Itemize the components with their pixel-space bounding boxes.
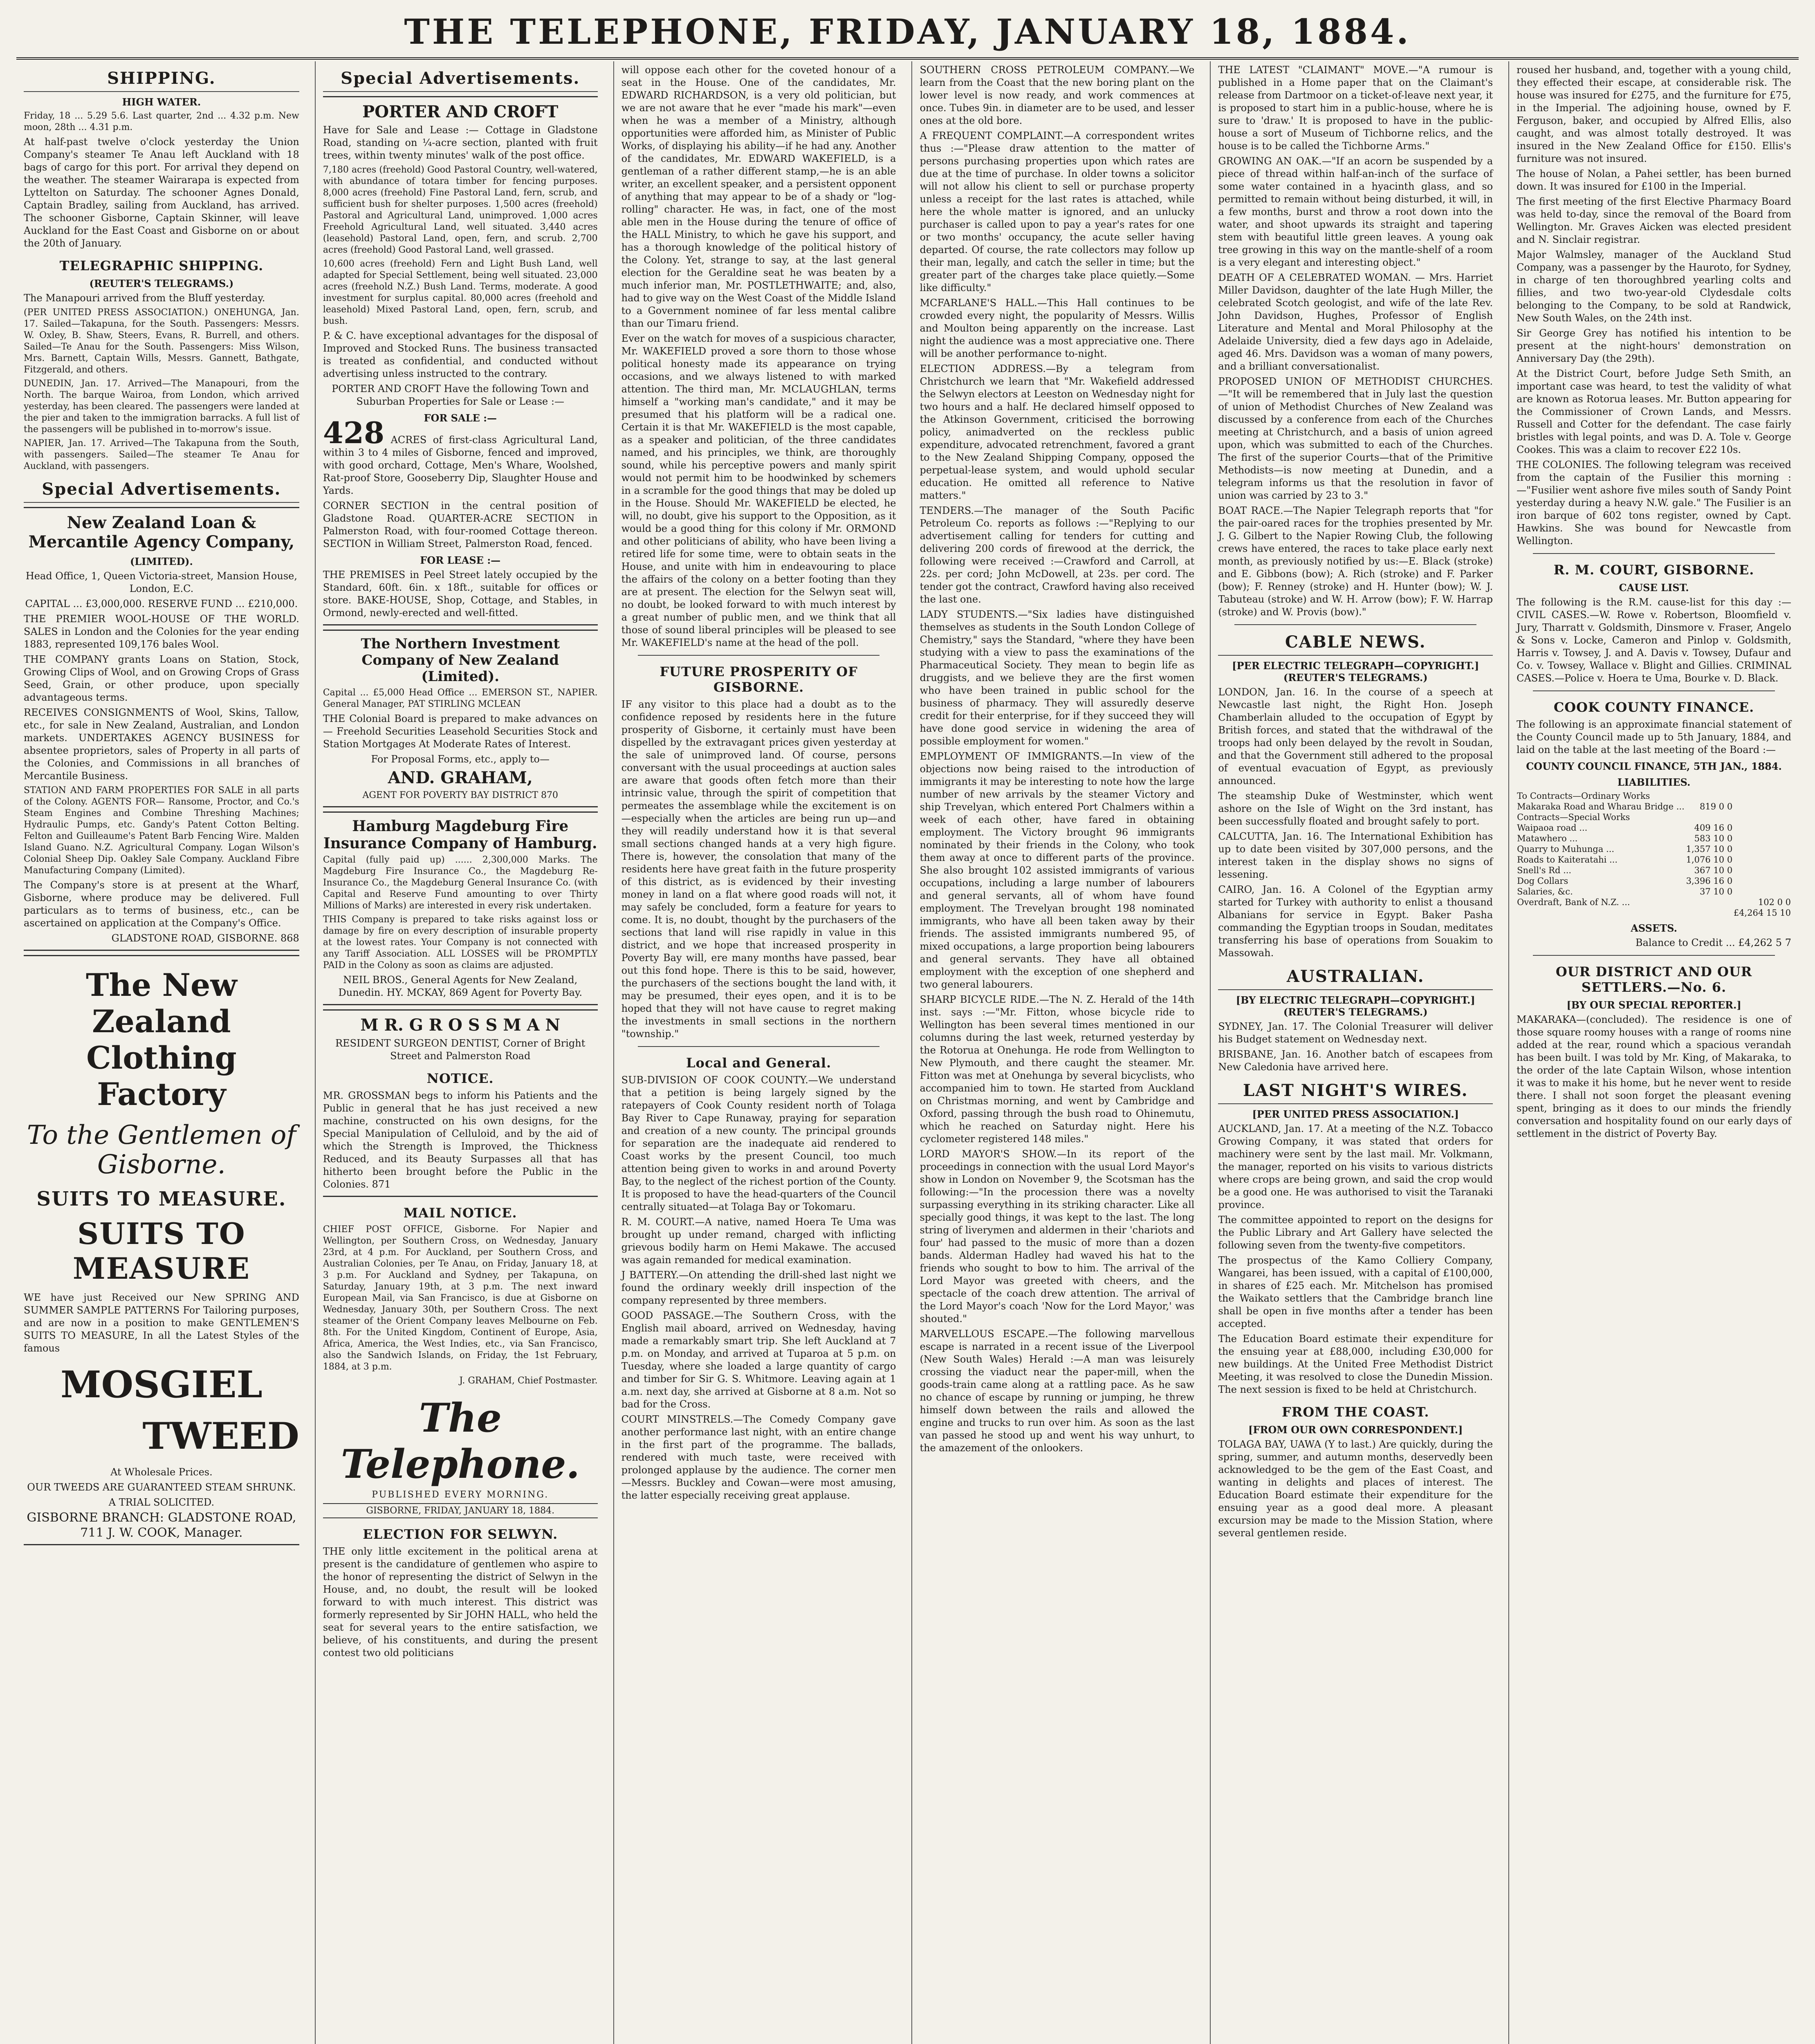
telephone-dateline: GISBORNE, FRIDAY, JANUARY 18, 1884.: [323, 1503, 598, 1518]
district-settlers-text: MAKARAKA—(concluded). The residence is one of those square roomy houses with a range of rooms nine added at the rear, round which a spacious verandah has been built. I was told by Mr. King, of Makaraka, to the order of the late Captain Wilson, whose intention it was to make it his home, but he never went to reside there. I shall not soon forget the pleasant evening spent, bringing as it does to our minds the friendly conversation and hospitality found on our early days of settlement in the district of Poverty Bay.: [1517, 1014, 1791, 1139]
future-prosperity-heading: FUTURE PROSPERITY OF GISBORNE.: [660, 664, 858, 695]
from-the-coast-sub: [FROM OUR OWN CORRESPONDENT.]: [1248, 1424, 1463, 1436]
mail-notice-text: CHIEF POST OFFICE, Gisborne. For Napier and Wellington, per Southern Cross, on Wednesday, January 23rd, at 4 p.m. For Auckland, per Southern Cross, and Australian Colonies, per Te Anau, on Friday, January 18, at 3 p.m. For Auckland and Sydney, per Takapuna, on Saturday, January 19th, at 3 p.m. The next inward European Mail, via San Francisco, is due at Gisborne on Wednesday, January 30th, per Southern Cross. The next steamer of the Orient Company leaves Melbourne on Feb. 8th. For the United Kingdom, Continent of Europe, Asia, Africa, America, the West Indies, etc., via San Francisco, also the Sandwich Islands, on Friday, the 1st February, 1884, at 3 p.m.: [323, 1224, 598, 1372]
local-item: LORD MAYOR'S SHOW.—In its report of the proceedings in connection with the usual Lord Mayor's show in London on November 9, the Scotsman has the following:—"In the procession there was a novelty surpassing everything in its striking character. Like all specially good things, it was kept to the last. The long string of liverymen and aldermen in their 'chariots and four' had passed to the music of more than a dozen bands. Alderman Hadley had waved his hat to the friends who sought to bow to him. The arrival of the Lord Mayor was greeted with cheers, and the spectacle of the coach drew attention. The arrival of the Lord Mayor's coach 'Now for the Lord Mayor,' was shouted.": [920, 1148, 1195, 1325]
finance-row: [1517, 844, 1791, 854]
hamburg-title: Hamburg Magdeburg Fire Insurance Company of Hamburg.: [323, 818, 597, 852]
finance-row: [1517, 908, 1791, 918]
northern-investment-title: The Northern Investment Company of New Zealand (Limited).: [361, 636, 560, 685]
tweed-heading: TWEED: [142, 1414, 299, 1458]
finance-label: Waipaoa road ...: [1517, 823, 1588, 833]
local-item: MCFARLANE'S HALL.—This Hall continues to be crowded every night, the popularity of Messrs. Willis and Moulton being apparently on the increase. Last night the audience was a most appreciative one. There will be another performance to-night.: [920, 297, 1195, 359]
cable-item: CALCUTTA, Jan. 16. The International Exhibition has up to date been visited by 307,000 persons, and the interest taken in the display shows no signs of lessening.: [1218, 831, 1493, 880]
local-item: J BATTERY.—On attending the drill-shed last night we found the ordinary weekly drill inspection of the company represented by three members.: [621, 1269, 896, 1306]
divider: [1533, 553, 1775, 554]
porter-croft-text: PORTER AND CROFT Have the following Town and Suburban Properties for Sale or Lease :—: [332, 383, 589, 407]
column-4: [911, 61, 1202, 2044]
local-item: GOOD PASSAGE.—The Southern Cross, with the English mail aboard, arrived on Wednesday, having made a remarkably smart trip. She left Auckland at 7 p.m. on Monday, and arrived at Tuparoa at 5 p.m. on Tuesday, where she loaded a large quantity of cargo and timber for Sir G. S. Whitmore. Leaving again at 1 a.m. next day, she arrived at Gisborne at 8 a.m. Not so bad for the Cross.: [621, 1310, 896, 1410]
cable-news-heading: CABLE NEWS.: [1218, 632, 1493, 656]
porter-croft-text: THE PREMISES in Peel Street lately occupied by the Standard, 60ft. 6in. x 18ft., suitable for offices or store. BAKE-HOUSE, Shop, Cottage, and Stables, in Ormond, newly-erected and well-fitted.: [323, 569, 598, 619]
notice-text: MR. GROSSMAN begs to inform his Patients and the Public in general that he has just received a new machine, constructed on his own designs, for the Special Manipulation of Celluloid, and by the aid of which the Strength is Improved, the Thickness Reduced, and its Beauty Surpasses all that has hitherto been brought before the Public in the Colonies. 871: [323, 1090, 598, 1190]
mail-notice-sign: J. GRAHAM, Chief Postmaster.: [459, 1376, 598, 1386]
porter-croft-text: Have for Sale and Lease :— Cottage in Gladstone Road, standing on ¼-acre section, planted with fruit trees, within twenty minutes' walk of the post office.: [323, 124, 598, 161]
telegraphic-heading: TELEGRAPHIC SHIPPING.: [59, 258, 264, 273]
finance-value: 367 10 0: [1694, 865, 1733, 875]
clothing-factory-text: WE have just Received our New SPRING AND SUMMER SAMPLE PATTERNS For Tailoring purposes, and are now in a position to make GENTLEMEN'S SUITS TO MEASURE, In all the Latest Styles of the famous: [24, 1292, 299, 1354]
column-3: [613, 61, 904, 2044]
local-item: At the District Court, before Judge Seth Smith, an important case was heard, to test the validity of what are known as Rotorua leases. Mr. Button appearing for the Commissioner of Crown Lands, and Messrs. Russell and Cotter for the defendant. The case fairly bristles with legal points, and was D. A. Tole v. George Cookes. This was a claim to recover £22 10s.: [1517, 368, 1791, 455]
finance-total: [1733, 812, 1791, 823]
finance-label: Roads to Kaiteratahi ...: [1517, 855, 1618, 865]
finance-label: Overdraft, Bank of N.Z. ...: [1517, 897, 1630, 907]
clothing-factory-text: OUR TWEEDS ARE GUARANTEED STEAM SHRUNK.: [27, 1481, 296, 1493]
finance-row: [1517, 876, 1791, 886]
for-sale-heading: FOR SALE :—: [424, 412, 497, 424]
nz-loan-footer: GLADSTONE ROAD, GISBORNE. 868: [111, 932, 299, 944]
clothing-factory-text: A TRIAL SOLICITED.: [108, 1497, 215, 1508]
grossman-advert: [323, 1009, 598, 1197]
australian-item: SYDNEY, Jan. 17. The Colonial Treasurer will deliver his Budget statement on Wednesday next.: [1218, 1021, 1493, 1045]
finance-row: [1517, 791, 1791, 801]
grossman-title: M R. G R O S S M A N: [360, 1015, 561, 1035]
shipping-subheading: HIGH WATER.: [122, 96, 201, 108]
finance-value: 3,396 16 0: [1686, 876, 1733, 886]
cause-list-text: The following is the R.M. cause-list for this day :— CIVIL CASES.—W. Rowe v. Robertson, Bloomfield v. Jury, Tharratt v. Goldsmith, Dinsmore v. Fraser, Angelo & Sons v. Locke, Cameron and Pinlop v. Goldsmith, Harris v. Towsey, J. and A. Davis v. Towsey, Dufaur and Co. v. Towsey, Wallace v. Blight and Gillies. CRIMINAL CASES.—Police v. Hoera te Uma, Bourke v. D. Black.: [1517, 596, 1791, 684]
hamburg-text: THIS Company is prepared to take risks against loss or damage by fire on every description of insurable property at the lowest rates. Your Company is not connected with any Tariff Association. ALL LOSSES will be PROMPTLY PAID in the Colony as soon as claims are adjusted.: [323, 914, 598, 970]
northern-investment-text: THE Colonial Board is prepared to make advances on— Freehold Securities Leasehold Securities Stock and Station Mortgages At Moderate Rates of Interest.: [323, 713, 598, 750]
cable-item: CAIRO, Jan. 16. A Colonel of the Egyptian army started for Turkey with authority to enlist a thousand Albanians for service in Egypt. Baker Pasha commanding the Egyptian troops in Soudan, meditates transferring his base of operations from Souakim to Massowah.: [1218, 884, 1493, 959]
cook-county-finance-heading: COOK COUNTY FINANCE.: [1553, 699, 1754, 715]
finance-value: 37 10 0: [1700, 887, 1733, 896]
finance-value: [1685, 897, 1733, 908]
finance-total: [1733, 833, 1791, 844]
district-settlers-sub: [BY OUR SPECIAL REPORTER.]: [1566, 999, 1741, 1011]
acreage-number: 428: [323, 415, 385, 450]
divider: [638, 655, 880, 656]
clothing-factory-manager: 711 J. W. COOK, Manager.: [80, 1526, 243, 1540]
finance-total: [1733, 865, 1791, 876]
porter-croft-text: 7,180 acres (freehold) Good Pastoral Country, well-watered, with abundance of totara timber for fencing purposes. 8,000 acres (freehold) Fine Pastoral Land, fern, scrub, and sufficient bush for shelter purposes. 1,500 acres (freehold) Pastoral and Agricultural Land, unimproved. 1,000 acres Freehold Agricultural Land, well situated. 3,440 acres (leasehold) Pastoral Land, open, fern, and scrub. 2,700 acres (freehold) Good Pastoral Land, well grassed.: [323, 165, 598, 255]
local-item: PROPOSED UNION OF METHODIST CHURCHES.—"It will be remembered that in July last the question of union of Methodist Churches of New Zealand was discussed by a conference from each of the Churches meeting at Christchurch, and a basis of union agreed upon, which was submitted to each of the Churches. The first of the superior Courts—that of the Primitive Methodists—is now meeting at Dunedin, and a telegram informs us that the resolution in favor of union was carried by 23 to 3.": [1218, 376, 1493, 501]
finance-total: [1733, 791, 1791, 801]
porter-croft-text: P. & C. have exceptional advantages for the disposal of Improved and Stocked Runs. The business transacted is treated as confidential, and conducted without advertising unless instructed to the contrary.: [323, 330, 598, 379]
local-item: A FREQUENT COMPLAINT.—A correspondent writes thus :—"Please draw attention to the matter of persons purchasing properties upon which rates are due at the time of purchase. In older towns a solicitor will not allow his client to sell or purchase property unless a receipt for the last rates is attached, while here the whole matter is ignored, and an unlucky purchaser is called upon to pay a year's rates for one or two months' occupancy, the acute seller having departed. Of course, the rate collectors may follow up their man, legally, and catch the seller in time; but the greater part of the charges take place quietly.—Some like difficulty.": [920, 130, 1195, 294]
finance-value: [1685, 812, 1733, 823]
telegraphic-item: (PER UNITED PRESS ASSOCIATION.) ONEHUNGA, Jan. 17. Sailed—Takapuna, for the South. Passengers: Messrs. W. Oxley, B. Shaw, Steers, Evans, R. Burrell, and others. Sailed—Te Anau for the South. Passengers: Miss Wilson, Mrs. Barnett, Captain Wills, Messrs. Gannett, Bathgate, Fitzgerald, and others.: [24, 307, 299, 375]
local-item: TENDERS.—The manager of the South Pacific Petroleum Co. reports as follows :—"Replying to our advertisement calling for tenders for cutting and delivering 200 cords of firewood at the derrick, the following were received :—Crawford and Carroll, at 22s. per cord; John McDowell, at 23s. per cord. The tender got the contract, Crawford having also received the last one.: [920, 505, 1195, 605]
wire-item: AUCKLAND, Jan. 17. At a meeting of the N.Z. Tobacco Growing Company, it was stated that orders for machinery were sent by the last mail. Mr. Volkmann, the manager, reported on his visits to various districts where crops are being grown, and said the crop would be a good one. He was authorised to visit the Taranaki province.: [1218, 1123, 1493, 1210]
assets-heading: ASSETS.: [1631, 922, 1677, 934]
finance-subheading: COUNTY COUNCIL FINANCE, 5TH JAN., 1884.: [1526, 760, 1782, 772]
mosgiel-heading: MOSGIEL: [60, 1363, 262, 1406]
editorial-text: Ever on the watch for moves of a suspicious character, Mr. WAKEFIELD proved a sore thorn to those whose political honesty made its appearance on trying occasions, and we always listened to with marked attention. The third man, Mr. MCLAUGHLAN, terms himself a "working man's candidate," and it may be presumed that his platform will be a radical one. Certain it is that Mr. WAKEFIELD is the most capable, as a speaker and politician, of the three candidates named, and his principles, we think, are thoroughly sound, while his perceptive powers and manly spirit would not permit him to be hoodwinked by schemers in a scramble for the good things that may be doled up in the House. Should Mr. WAKEFIELD be elected, he will, no doubt, give his support to the Opposition, as it would be a good thing for this colony if Mr. ORMOND and other politicians of ability, who have been living a retired life for some time, were to obtain seats in the House, and unite with him in endeavouring to place the affairs of the colony on a better footing than they are at present. The election for the Selwyn seat will, no doubt, be looked forward to with much interest by a great number of public men, and we think that all those of sound liberal principles will be pleased to see Mr. WAKEFIELD's name at the head of the poll.: [621, 333, 896, 648]
local-item: The first meeting of the first Elective Pharmacy Board was held to-day, since the removal of the Board from Wellington. Mr. Graves Aicken was elected president and N. Sinclair registrar.: [1517, 196, 1791, 245]
finance-balance: Balance to Credit ... £4,262 5 7: [1635, 937, 1791, 948]
finance-total: [1733, 876, 1791, 886]
australian-item: BRISBANE, Jan. 16. Another batch of escapees from New Caledonia have arrived here.: [1218, 1049, 1493, 1073]
finance-label: Dog Collars: [1517, 876, 1568, 886]
cable-news-sub: [PER ELECTRIC TELEGRAPH—COPYRIGHT.] (REUTER'S TELEGRAMS.): [1232, 660, 1479, 684]
telegraphic-item: NAPIER, Jan. 17. Arrived—The Takapuna from the South, with passengers. Sailed—The steamer Te Anau for Auckland, with passengers.: [24, 438, 299, 471]
local-general-heading: Local and General.: [686, 1055, 832, 1071]
porter-croft-text: 10,600 acres (freehold) Fern and Light Bush Land, well adapted for Special Settlement, being well situated. 23,000 acres (freehold N.Z.) Bush Land. Terms, moderate. A good investment for surplus capital. 80,000 acres (freehold and leasehold) Mixed Pastoral Land, open, fern, scrub, and bush.: [323, 259, 598, 326]
last-nights-wires-sub: [PER UNITED PRESS ASSOCIATION.]: [1252, 1108, 1459, 1120]
local-item: THE COLONIES. The following telegram was received from the captain of the Fusilier this morning :—"Fusilier went ashore five miles south of Sandy Point yesterday during a heavy N.W. gale." The Fusilier is an iron barque of 602 tons register, owned by Capt. Hawkins. She was bound for Newcastle from Wellington.: [1517, 459, 1791, 547]
finance-text: The following is an approximate financial statement of the County Council made up to 5th January, 1884, and laid on the table at the last meeting of the Board :—: [1517, 719, 1791, 755]
local-item: SUB-DIVISION OF COOK COUNTY.—We understand that a petition is being largely signed by the ratepayers of Cook County resident north of Tolaga Bay River to Cape Runaway, praying for separation and creation of a new county. The principal grounds for separation are the inadequate aid rendered to Coast works by the present Council, too much attention being given to works in and around Poverty Bay, to the neglect of the richest portion of the County. It is proposed to have the head-quarters of the Council centrally situated—at Tolaga Bay or Tokomaru.: [621, 1074, 896, 1213]
finance-total: [1733, 801, 1791, 812]
telegraphic-subheading: (REUTER'S TELEGRAMS.): [89, 278, 234, 289]
telephone-sub: PUBLISHED EVERY MORNING.: [372, 1490, 549, 1500]
porter-croft-advert: [323, 96, 598, 625]
finance-total: [1733, 886, 1791, 897]
for-lease-heading: FOR LEASE :—: [420, 554, 501, 566]
local-item: COURT MINSTRELS.—The Comedy Company gave another performance last night, with an entire change in the first part of the programme. The ballads, rendered with much taste, were received with prolonged applause by the audience. The corner men—Messrs. Buckley and Cowan—were most amusing, the latter especially receiving great applause.: [621, 1414, 896, 1501]
local-item: BOAT RACE.—The Napier Telegraph reports that "for the pair-oared races for the trophies presented by Mr. J. G. Gilbert to the Napier Rowing Club, the following crews have entered, the races to take place early next month, as previously notified by us:—E. Black (stroke) and E. Gibbons (bow); A. Rich (stroke) and F. Parker (bow); F. Renney (stroke) and H. Hunter (bow); W. J. Tabuteau (stroke) and W. H. Arrow (bow); F. W. Harrap (stroke) and W. Provis (bow).": [1218, 505, 1493, 618]
selwyn-heading: ELECTION FOR SELWYN.: [363, 1526, 558, 1542]
local-item: The house of Nolan, a Pahei settler, has been burned down. It was insured for £100 in the Imperial.: [1517, 168, 1791, 192]
telephone-masthead: [323, 1395, 598, 1518]
nz-loan-text: STATION AND FARM PROPERTIES FOR SALE in all parts of the Colony. AGENTS FOR— Ransome, Proctor, and Co.'s Steam Engines and Combine Threshing Machines; Hydraulic Pumps, etc. Gandy's Patent Cotton Belting. Felton and Guilleaume's Patent Barb Fencing Wire. Malden Island Guano. N.Z. Agricultural Company. Logan Wilson's Colonial Sheep Dip. Oakley Sale Company. Auckland Fibre Manufacturing Company (Limited).: [24, 785, 299, 876]
shipping-tides: Friday, 18 ... 5.29 5.6. Last quarter, 2nd ... 4.32 p.m. New moon, 28th ... 4.31 p.m.: [24, 111, 299, 132]
finance-total: [1733, 854, 1791, 865]
suits-heading-large: SUITS TO MEASURE: [72, 1216, 250, 1286]
divider: [638, 1046, 880, 1047]
finance-total: [1733, 844, 1791, 854]
column-6: [1508, 61, 1799, 2044]
editorial-text: will oppose each other for the coveted honour of a seat in the House. One of the candidates, Mr. EDWARD RICHARDSON, is a very old politician, but we are not aware that he ever "made his mark"—even when he was a member of a Ministry, although opportunities were afforded him, as Minister of Public Works, of displaying his ability—if he had any. Another of the candidates, Mr. EDWARD WAKEFIELD, is a gentleman of a rather different stamp,—he is an able writer, an excellent speaker, and a persistent opponent of anything that may appear to be of a shady or "log-rolling" character. He was, in fact, one of the most able men in the House during the tenure of office of the HALL Ministry, to which he gave his support, and has a thorough knowledge of the political history of the Colony. Yet, strange to say, at the last general election for the Geraldine seat he was beaten by a much inferior man, Mr. POSTLETHWAITE; and, also, had to give way on the West Coast of the Middle Island to a Government nominee of far less mental calibre than our Timaru friend.: [621, 64, 896, 329]
rm-court-heading: R. M. COURT, GISBORNE.: [1553, 562, 1754, 578]
nz-loan-advert: [24, 507, 299, 951]
hamburg-agents: NEIL BROS., General Agents for New Zealand, Dunedin. HY. MCKAY, 869 Agent for Poverty Bay.: [338, 974, 582, 998]
mail-notice-heading: MAIL NOTICE.: [403, 1205, 517, 1221]
finance-row: [1517, 854, 1791, 865]
finance-label: [1517, 908, 1685, 918]
telegraphic-item: DUNEDIN, Jan. 17. Arrived—The Manapouri, from the North. The barque Wairoa, from London, which arrived yesterday, has been cleared. The passengers were landed at the pier and taken to the immigration barracks. A full list of the passengers will be published in to-morrow's issue.: [24, 379, 299, 435]
grossman-sub: RESIDENT SURGEON DENTIST, Corner of Bright Street and Palmerston Road: [335, 1038, 586, 1062]
finance-label: Makaraka Road and Wharau Bridge ...: [1517, 802, 1685, 811]
hamburg-insurance-advert: [323, 811, 598, 1005]
agent-sub: AGENT FOR POVERTY BAY DISTRICT 870: [362, 790, 559, 800]
wire-item: The prospectus of the Kamo Colliery Company, Wangarei, has been issued, with a capital of £100,000, in shares of £25 each. Mr. Mitchelson has promised the Waikato settlers that the Cambridge branch line shall be open in five months after a tender has been accepted.: [1218, 1255, 1493, 1329]
clothing-factory-tagline: To the Gentlemen of Gisborne.: [27, 1120, 296, 1180]
porter-croft-text: CORNER SECTION in the central position of Gladstone Road. QUARTER-ACRE SECTION in Palmerston Road, with four-roomed Cottage thereon. SECTION in William Street, Palmerston Road, fenced.: [323, 500, 598, 549]
finance-value: [1685, 908, 1733, 918]
notice-heading: NOTICE.: [426, 1071, 494, 1086]
nz-loan-address: Head Office, 1, Queen Victoria-street, Mansion House, London, E.C.: [25, 570, 297, 594]
divider: [1234, 624, 1476, 625]
australian-heading: AUSTRALIAN.: [1218, 967, 1493, 990]
finance-label: Snell's Rd ...: [1517, 865, 1572, 875]
selwyn-text: THE only little excitement in the political arena at present is the candidature of gentlemen who aspire to the honor of representing the district of Selwyn in the House, and, no doubt, the result will be looked forward to with much interest. This district was formerly represented by Sir JOHN HALL, who held the seat for several years to the entire satisfaction, we believe, of his constituents, and during the present contest two old politicians: [323, 1546, 598, 1659]
clothing-factory-advert: [24, 955, 299, 1545]
agent-name: AND. GRAHAM,: [388, 768, 533, 787]
finance-value: 1,076 10 0: [1686, 855, 1733, 865]
wire-item: The Education Board estimate their expenditure for the ensuing year at £88,000, including £30,000 for new buildings. At the United Free Methodist District Meeting, it was resolved to close the Dunedin Mission. The next session is fixed to be held at Christchurch.: [1218, 1333, 1493, 1395]
finance-row: [1517, 801, 1791, 812]
special-ads-heading: Special Advertisements.: [323, 69, 598, 92]
finance-label: Contracts—Special Works: [1517, 812, 1630, 822]
telegraphic-item: The Manapouri arrived from the Bluff yesterday.: [24, 292, 265, 304]
nz-loan-capital: CAPITAL ... £3,000,000. RESERVE FUND ... £210,000.: [25, 598, 298, 610]
clothing-factory-title: The New Zealand Clothing Factory: [85, 967, 237, 1112]
shipping-article: At half-past twelve o'clock yesterday the Union Company's steamer Te Anau left Auckland with 18 bags of cargo for this port. For arrival they depend on the weather. The steamer Wairarapa is expected from Lyttelton on Saturday. The schooner Agnes Donald, Captain Bradley, sailing from Auckland, has arrived. The schooner Gisborne, Captain Skinner, will leave Auckland for the East Coast and Gisborne on or about the 20th of January.: [24, 136, 299, 249]
finance-value: 819 0 0: [1700, 802, 1733, 811]
finance-value: [1685, 791, 1733, 801]
nz-loan-limited: (LIMITED).: [130, 556, 193, 567]
shipping-heading: SHIPPING.: [24, 69, 299, 92]
finance-row: [1517, 823, 1791, 833]
local-item: roused her husband, and, together with a young child, they effected their escape, at considerable risk. The house was insured for £275, and the furniture for £75, in the Imperial. The adjoining house, owned by F. Ferguson, baker, and occupied by Alfred Ellis, also caught, and was almost totally destroyed. It was insured in the New Zealand Office for £150. Ellis's furniture was not insured.: [1517, 64, 1791, 164]
local-item: SHARP BICYCLE RIDE.—The N. Z. Herald of the 14th inst. says :—"Mr. Fitton, whose bicycle ride to Wellington has been several times mentioned in our columns during the last week, returned yesterday by the Rotorua at Onehunga. He rode from Wellington to New Plymouth, and there caught the steamer. Mr. Fitton was met at Onehunga by several bicyclists, who accompanied him to town. He started from Auckland on Christmas morning, and went by Cambridge and Oxford, passing through the bush road to Ohinemutu, which he reached on Saturday night. Here his cyclometer registered 148 miles.": [920, 994, 1195, 1145]
finance-value: 1,357 10 0: [1686, 844, 1733, 854]
local-item: EMPLOYMENT OF IMMIGRANTS.—In view of the objections now being raised to the introduction of immigrants it may be interesting to note how the large number of new arrivals by the steamer Victory and ship Trevelyan, which entered Port Chalmers within a week of each other, have fared in obtaining employment. The Victory brought 96 immigrants nominated by their friends in the Colony, who took them away at once to different parts of the province. She also brought 102 assisted immigrants of various occupations, including a large number of labourers and general servants, all of whom have found employment. The Trevelyan brought 198 nominated immigrants, who have all been taken away by their friends. The assisted immigrants numbered 95, of mixed occupations, a large proportion being labourers and general servants. They have all obtained employment with the exception of one shepherd and two general labourers.: [920, 751, 1195, 990]
finance-row: [1517, 833, 1791, 844]
liabilities-heading: LIABILITIES.: [1617, 776, 1691, 788]
northern-investment-advert: [323, 630, 598, 807]
finance-label: Quarry to Muhunga ...: [1517, 844, 1615, 854]
clothing-factory-text: At Wholesale Prices.: [110, 1466, 213, 1478]
wire-item: The committee appointed to report on the designs for the Public Library and Art Gallery have selected the following seven from the twenty-five competitors.: [1218, 1214, 1493, 1251]
columns: [16, 61, 1799, 2044]
local-item: THE LATEST "CLAIMANT" MOVE.—"A rumour is published in a Home paper that on the Claimant's release from Dartmoor on a ticket-of-leave next year, it is proposed to start him in a public-house, where he is sure to 'draw.' It is proposed to have in the public-house a sort of Museum of Tichborne relics, and the house is to be called the Tichborne Arms.": [1218, 64, 1493, 152]
special-ads-heading: Special Advertisements.: [24, 480, 299, 503]
suits-heading: SUITS TO MEASURE.: [36, 1188, 287, 1210]
finance-row: [1517, 886, 1791, 897]
finance-row: [1517, 812, 1791, 823]
masthead-title: THE TELEPHONE, FRIDAY, JANUARY 18, 1884.: [404, 11, 1411, 52]
finance-row: [1517, 865, 1791, 876]
australian-sub: [BY ELECTRIC TELEGRAPH—COPYRIGHT.] (REUTER'S TELEGRAMS.): [1236, 994, 1475, 1018]
clothing-factory-branch: GISBORNE BRANCH: GLADSTONE ROAD,: [27, 1511, 296, 1525]
finance-label: To Contracts—Ordinary Works: [1517, 791, 1650, 801]
finance-label: Salaries, &c.: [1517, 887, 1573, 896]
finance-total: 102 0 0: [1758, 897, 1791, 907]
local-item: R. M. COURT.—A native, named Hoera Te Uma was brought up under remand, charged with inflicting grievous bodily harm on Hemi Makawe. The accused was again remanded for medical examination.: [621, 1216, 896, 1266]
divider: [1533, 690, 1775, 691]
finance-table: [1517, 791, 1791, 918]
cable-item: LONDON, Jan. 16. In the course of a speech at Newcastle last night, the Right Hon. Joseph Chamberlain alluded to the occupation of Egypt by British forces, and stated that the withdrawal of the troops had only been delayed by the revolt in Soudan, and that the Government still adhered to the proposal of eventual evacuation of Egypt, as previously announced.: [1218, 686, 1493, 787]
finance-label: Matawhero ...: [1517, 834, 1578, 843]
column-1: [16, 61, 307, 2044]
local-item: SOUTHERN CROSS PETROLEUM COMPANY.—We learn from the Coast that the new boring plant on the lower level is now ready, and work commences at once. Tubes 9in. in diameter are to be used, and lesser ones at the old bore.: [920, 64, 1195, 126]
nz-loan-title: New Zealand Loan & Mercantile Agency Company,: [28, 513, 295, 551]
local-item: MARVELLOUS ESCAPE.—The following marvellous escape is narrated in a recent issue of the Liverpool (New South Wales) Herald :—A man was leisurely crossing the viaduct near the paper-mill, when the goods-train came along at a rattling pace. As he saw no chance of escape by running or jumping, he threw himself down between the rails and allowed the engine and trucks to run over him. As soon as the last van passed he stood up and went his way unhurt, to the amazement of the onlookers.: [920, 1328, 1195, 1454]
editorial-text: IF any visitor to this place had a doubt as to the confidence reposed by residents here in the future prosperity of Gisborne, it certainly must have been dispelled by the extravagant prices given yesterday at the sale of unimproved land. Of course, persons conversant with the usual proceedings at auction sales are aware that goods often fetch more than their intrinsic value, through the spirit of competition that permeates the assemblage while the excitement is on—especially when the articles are being run up—and they will readily understand how it is that several small sections changed hands at a very high figure. There is, however, the consolation that many of the residents here have great faith in the future prosperity of this district, as is evidenced by their investing money in land on a flat where good roads will not, it may safely be concluded, form a feature for years to come. It is, no doubt, thought by the purchasers of the sections that land will rise rapidly in value in this district, and we hope that increased prosperity in Poverty Bay will, ere many months have passed, bear out this fond hope. There is this to be said, however, the purchasers of the sections bought the land with, it may be presumed, their eyes open, and it is to be hoped that they will not have cause to regret making the investments in small sections in the northern "township.": [621, 699, 896, 1040]
local-item: DEATH OF A CELEBRATED WOMAN. — Mrs. Harriet Miller Davidson, daughter of the late Hugh Miller, the celebrated Scotch geologist, and wife of the late Rev. John Davidson, Hughes, Professor of English Literature and Mental and Moral Philosophy at the Adelaide University, died a few days ago in Adelaide, aged 46. Mrs. Davidson was a woman of many powers, and a brilliant conversationalist.: [1218, 272, 1493, 372]
local-item: ELECTION ADDRESS.—By a telegram from Christchurch we learn that "Mr. Wakefield addressed the Selwyn electors at Leeston on Wednesday night for two hours and a half. He declared himself opposed to the Atkinson Government, criticised the borrowing policy, animadverted on the reckless public expenditure, advocated retrenchment, favored a grant to the New Zealand Shipping Company, opposed the perpetual-lease system, and would uphold secular education. He omitted all reference to Native matters.": [920, 363, 1195, 501]
coast-item: TOLAGA BAY, UAWA (Y to last.) Are quickly, during the spring, summer, and autumn months, deservedly been acknowledged to be the gem of the East Coast, and wanting in delights and places of interest. The Education Board estimate their expenditure for the ensuing year as a good deal more. A pleasant excursion may be made to the Mission Station, where several gentlemen reside.: [1218, 1439, 1493, 1539]
column-2: [315, 61, 605, 2044]
nz-loan-text: RECEIVES CONSIGNMENTS of Wool, Skins, Tallow, etc., for sale in New Zealand, Australian, and London markets. UNDERTAKES AGENCY BUSINESS for absentee proprietors, sales of Property in all parts of the Colonies, and Commissions in all branches of Mercantile Business.: [24, 707, 299, 782]
local-item: Sir George Grey has notified his intention to be present at the night-hours' demonstration on Anniversary Day (the 29th).: [1517, 327, 1791, 364]
nz-loan-text: The Company's store is at present at the Wharf, Gisborne, where produce may be delivered. Full particulars as to terms of business, etc., can be ascertained on application at the Company's Office.: [24, 879, 299, 929]
local-item: Major Walmsley, manager of the Auckland Stud Company, was a passenger by the Hauroto, for Sydney, in charge of ten thoroughbred yearling colts and fillies, and two two-year-old Clydesdale colts belonging to the Company, to be sold at Randwick, New South Wales, on the 24th inst.: [1517, 249, 1791, 324]
porter-croft-title: PORTER AND CROFT: [362, 102, 559, 121]
cause-list-heading: CAUSE LIST.: [1619, 582, 1689, 594]
finance-value: 409 16 0: [1694, 823, 1733, 833]
cable-item: The steamship Duke of Westminster, which went ashore on the Isle of Wight on the 3rd instant, has been successfully floated and brought safely to port.: [1218, 790, 1493, 827]
from-the-coast-heading: FROM THE COAST.: [1282, 1404, 1429, 1420]
finance-total: [1733, 823, 1791, 833]
hamburg-text: Capital (fully paid up) ...... 2,300,000 Marks. The Magdeburg Fire Insurance Co., the Magdeburg Re-Insurance Co., the Magdeburg General Insurance Co. (with Capital and Reserve Fund amounting to over Thirty Millions of Marks) are interested in every risk undertaken.: [323, 855, 598, 911]
local-item: GROWING AN OAK.—"If an acorn be suspended by a piece of thread within half-an-inch of the surface of some water contained in a hyacinth glass, and so permitted to remain without being disturbed, it will, in a few months, burst and throw a root down into the water, and shoot upwards its straight and tapering stem with beautiful little green leaves. A young oak tree growing in this way on the mantle-shelf of a room is a very elegant and interesting object.": [1218, 155, 1493, 268]
district-settlers-heading: OUR DISTRICT AND OUR SETTLERS.—No. 6.: [1555, 964, 1752, 995]
finance-value: 583 10 0: [1694, 834, 1733, 843]
local-item: LADY STUDENTS.—"Six ladies have distinguished themselves as students in the South London College of Chemistry," says the Standard, "where they have been studying with a view to pass the examinations of the Pharmaceutical Society. They mean to begin life as druggists, and we believe they are the first women who have been trained in public school for the business of pharmacy. They will assuredly deserve credit for their enterprise, for if they succeed they will have done good service in widening the area of possible employment for women.": [920, 609, 1195, 747]
masthead: [16, 4, 1799, 60]
telephone-logo: The Telephone.: [341, 1395, 580, 1487]
northern-investment-text: For Proposal Forms, etc., apply to—: [371, 753, 550, 765]
northern-investment-text: Capital ... £5,000 Head Office ... EMERSON ST., NAPIER. General Manager, PAT STIRLING MCLEAN: [323, 688, 598, 709]
nz-loan-text: THE COMPANY grants Loans on Station, Stock, Growing Clips of Wool, and on Growing Crops of Grass Seed, Grain, or other produce, upon specially advantageous terms.: [24, 654, 299, 703]
porter-croft-text: ACRES of first-class Agricultural Land, within 3 to 4 miles of Gisborne, fenced and improved, with good orchard, Cottage, Men's Whare, Woolshed, Rat-proof Store, Gooseberry Dip, Slaughter House and Yards.: [323, 434, 598, 496]
nz-loan-text: THE PREMIER WOOL-HOUSE OF THE WORLD. SALES in London and the Colonies for the year ending 1883, represented 109,176 bales Wool.: [24, 613, 299, 650]
finance-total: £4,264 15 10: [1733, 908, 1791, 918]
last-nights-wires-heading: LAST NIGHT'S WIRES.: [1218, 1081, 1493, 1104]
divider: [1533, 955, 1775, 956]
column-5: [1210, 61, 1500, 2044]
finance-row: [1517, 897, 1791, 908]
